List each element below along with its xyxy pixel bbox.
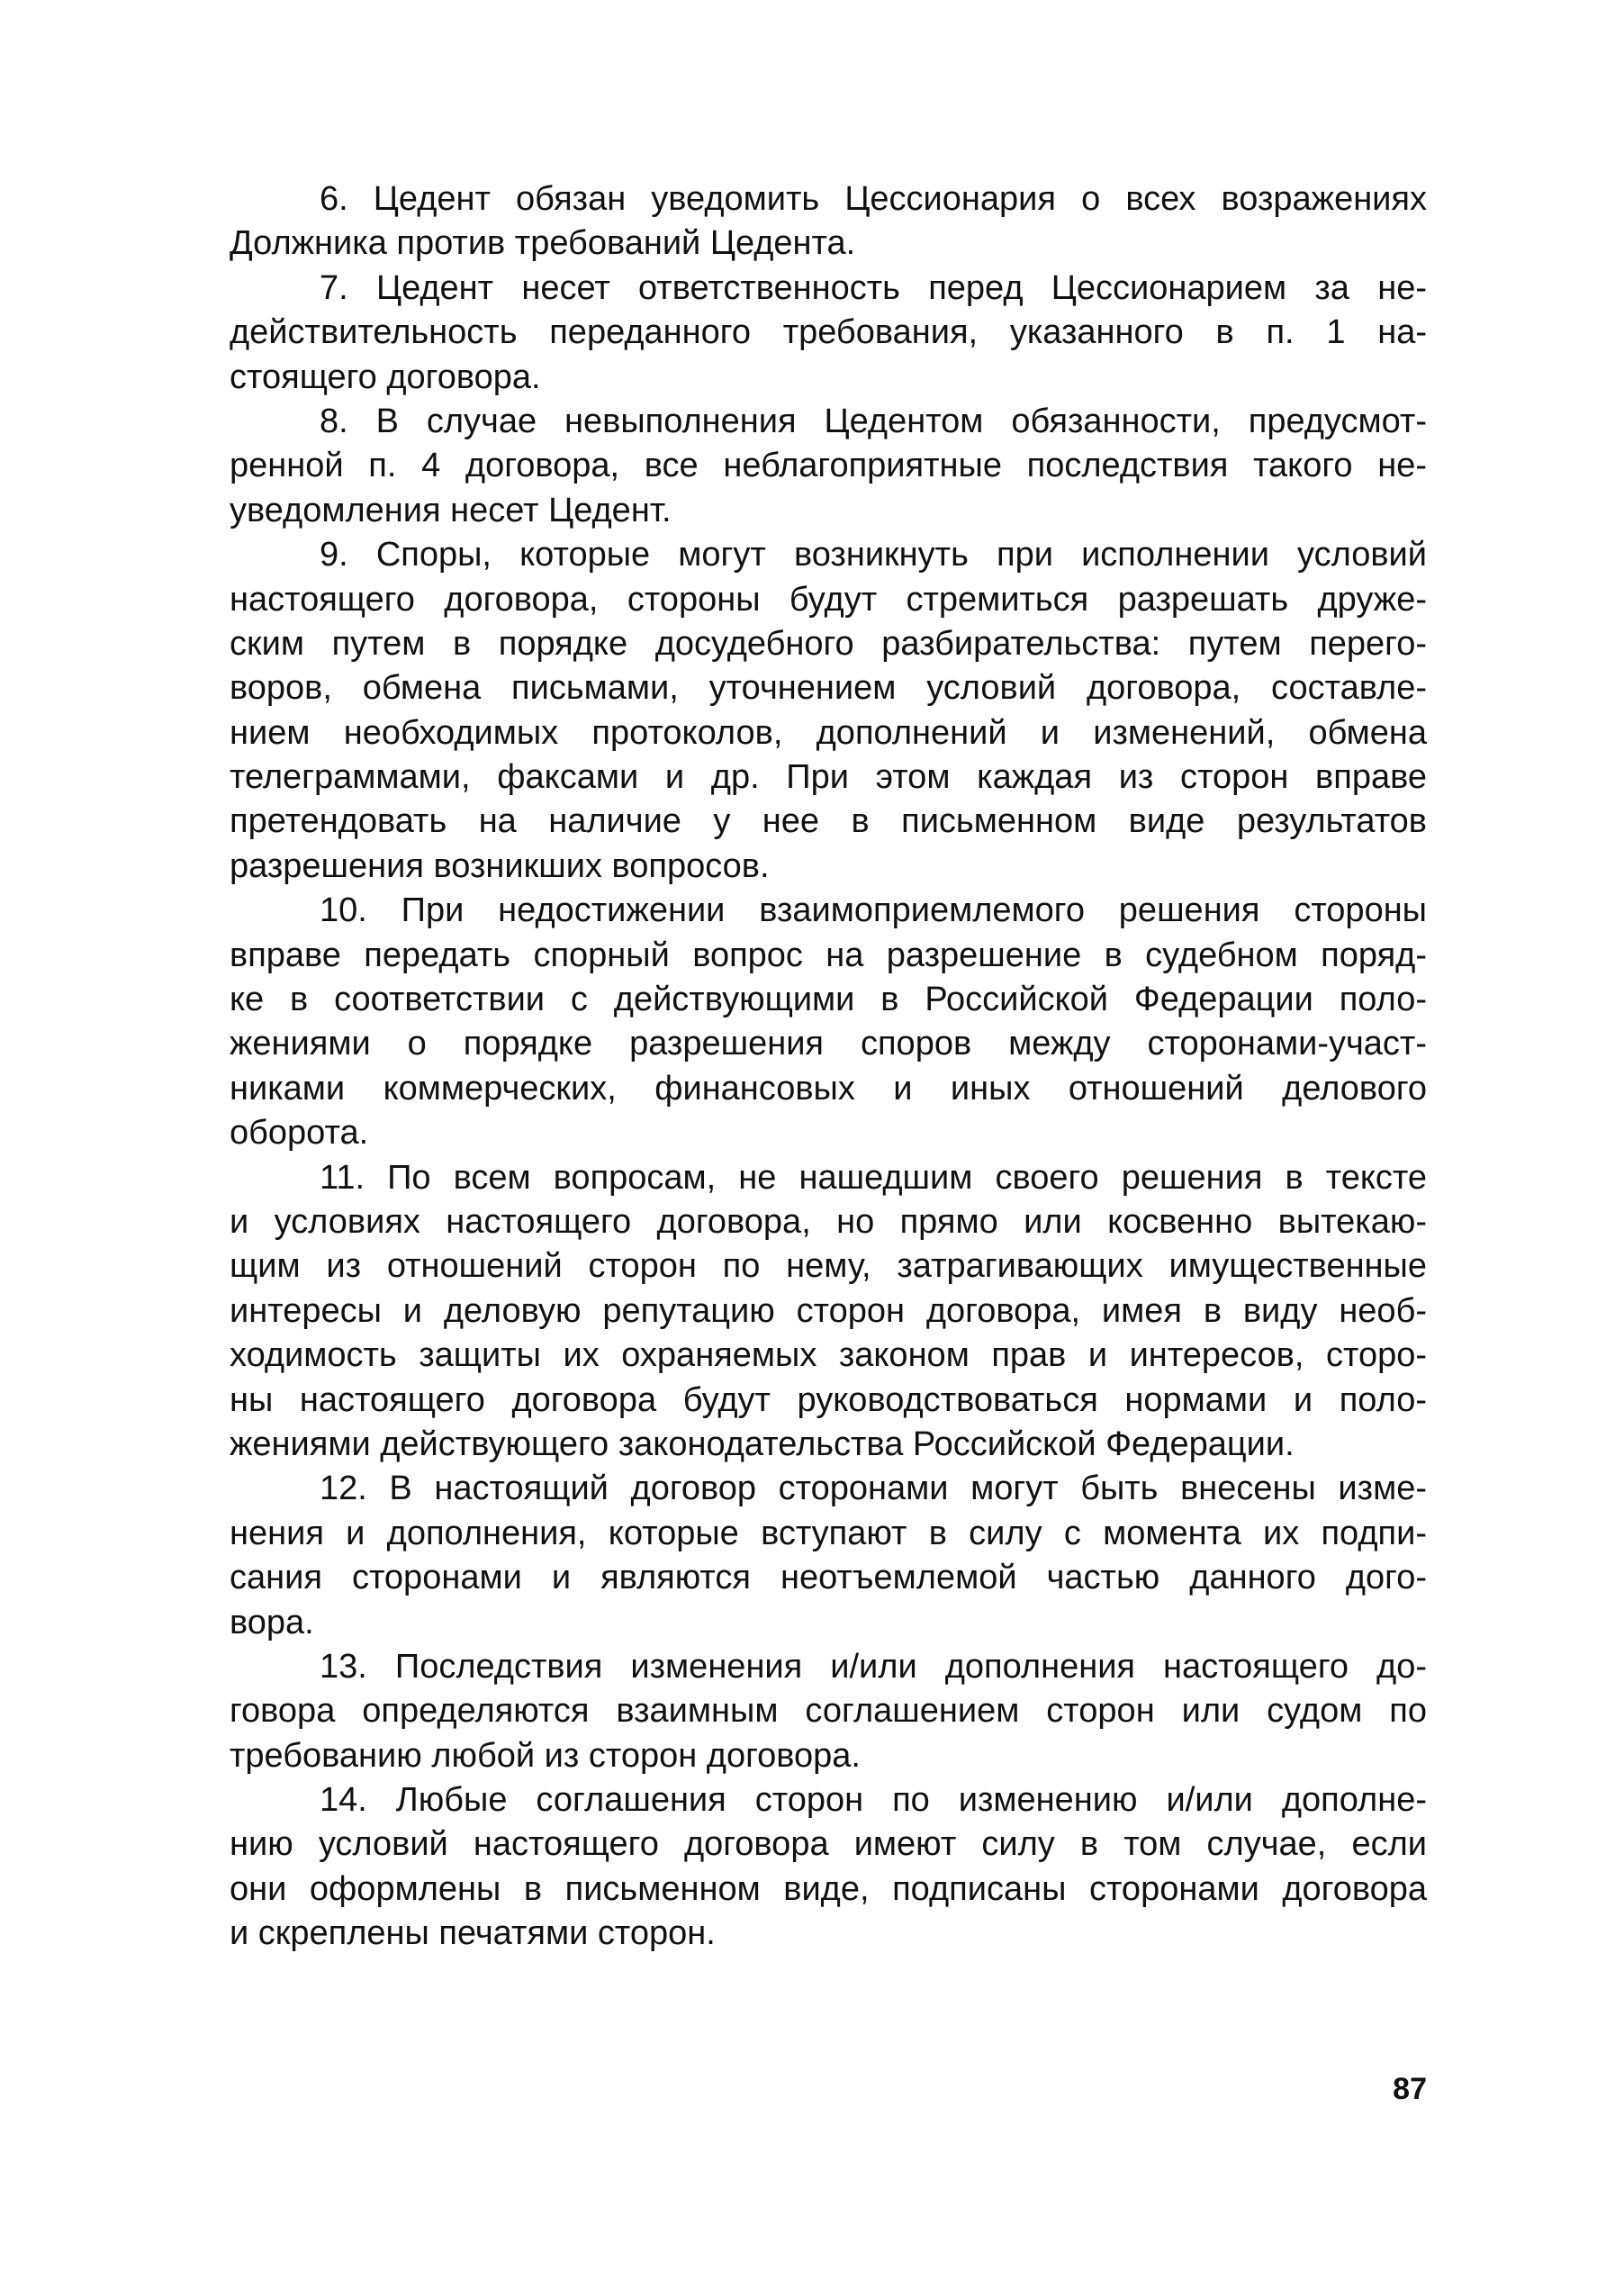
- text-line: вправе передать спорный вопрос на разрешение в судебном поряд-: [230, 936, 1427, 974]
- text-line: нию условий настоящего договора имеют силу в том случае, если: [230, 1825, 1427, 1864]
- paragraph-clause-12: [230, 1467, 1427, 1645]
- text-line: говора определяются взаимным соглашением сторон или судом по: [230, 1692, 1427, 1731]
- text-line: 13. Последствия изменения и/или дополнения настоящего до-: [320, 1647, 1427, 1686]
- text-line: 10. При недостижении взаимоприемлемого решения стороны: [320, 891, 1427, 930]
- text-line: оборота.: [230, 1114, 369, 1153]
- text-line: жениями о порядке разрешения споров между сторонами-участ-: [230, 1025, 1427, 1063]
- paragraph-clause-11: [230, 1156, 1427, 1468]
- text-line: Должника против требований Цедента.: [230, 224, 856, 263]
- text-line: 11. По всем вопросам, не нашедшим своего решения в тексте: [320, 1158, 1427, 1197]
- text-line: телеграммами, факсами и др. При этом каждая из сторон вправе: [230, 758, 1427, 797]
- text-line: ке в соответствии с действующими в Российской Федерации поло-: [230, 981, 1427, 1019]
- text-line: разрешения возникших вопросов.: [230, 846, 770, 885]
- paragraph-clause-8: [230, 400, 1427, 533]
- text-line: 12. В настоящий договор сторонами могут быть внесены изме-: [320, 1470, 1427, 1508]
- text-line: интересы и деловую репутацию сторон договора, имея в виду необ-: [230, 1291, 1427, 1330]
- text-line: ским путем в порядке досудебного разбирательства: путем перего-: [230, 624, 1427, 663]
- text-line: нием необходимых протоколов, дополнений и изменений, обмена: [230, 713, 1427, 752]
- text-line: настоящего договора, стороны будут стремиться разрешать друже-: [230, 580, 1427, 619]
- text-line: щим из отношений сторон по нему, затрагивающих имущественные: [230, 1247, 1427, 1286]
- text-line: ходимость защиты их охраняемых законом прав и интересов, сторо-: [230, 1336, 1427, 1375]
- paragraph-clause-10: [230, 889, 1427, 1155]
- text-line: требованию любой из сторон договора.: [230, 1736, 861, 1775]
- text-line: никами коммерческих, финансовых и иных отношений делового: [230, 1069, 1427, 1108]
- text-line: воров, обмена письмами, уточнением условий договора, составле-: [230, 669, 1427, 708]
- text-line: сания сторонами и являются неотъемлемой частью данного дого-: [230, 1559, 1427, 1597]
- text-line: нения и дополнения, которые вступают в силу с момента их подпи-: [230, 1514, 1427, 1552]
- text-line: они оформлены в письменном виде, подписаны сторонами договора: [230, 1869, 1427, 1908]
- paragraph-clause-9: [230, 533, 1427, 889]
- text-line: 9. Споры, которые могут возникнуть при исполнении условий: [320, 536, 1427, 574]
- text-line: 7. Цедент несет ответственность перед Цессионарием за не-: [320, 268, 1427, 307]
- text-line: стоящего договора.: [230, 357, 541, 396]
- paragraph-clause-14: [230, 1778, 1427, 1957]
- contract-text: [230, 177, 1427, 1957]
- text-line: действительность переданного требования, указанного в п. 1 на-: [230, 313, 1427, 352]
- text-line: 6. Цедент обязан уведомить Цессионария о всех возражениях: [320, 180, 1427, 218]
- text-line: уведомления несет Цедент.: [230, 491, 672, 529]
- paragraph-clause-13: [230, 1645, 1427, 1778]
- text-line: претендовать на наличие у нее в письменном виде результатов: [230, 802, 1427, 841]
- paragraph-clause-7: [230, 267, 1427, 400]
- page-number: 87: [1393, 2072, 1427, 2106]
- text-line: 14. Любые соглашения сторон по изменению и/или дополне-: [320, 1781, 1427, 1820]
- text-line: вора.: [230, 1603, 314, 1641]
- text-line: жениями действующего законодательства Российской Федерации.: [230, 1424, 1295, 1463]
- text-line: ны настоящего договора будут руководствоваться нормами и поло-: [230, 1380, 1427, 1419]
- text-line: 8. В случае невыполнения Цедентом обязанности, предусмот-: [320, 402, 1427, 440]
- text-line: ренной п. 4 договора, все неблагоприятные последствия такого не-: [230, 447, 1427, 485]
- paragraph-clause-6: [230, 177, 1427, 267]
- text-line: и скреплены печатями сторон.: [230, 1914, 716, 1953]
- text-line: и условиях настоящего договора, но прямо или косвенно вытекаю-: [230, 1202, 1427, 1241]
